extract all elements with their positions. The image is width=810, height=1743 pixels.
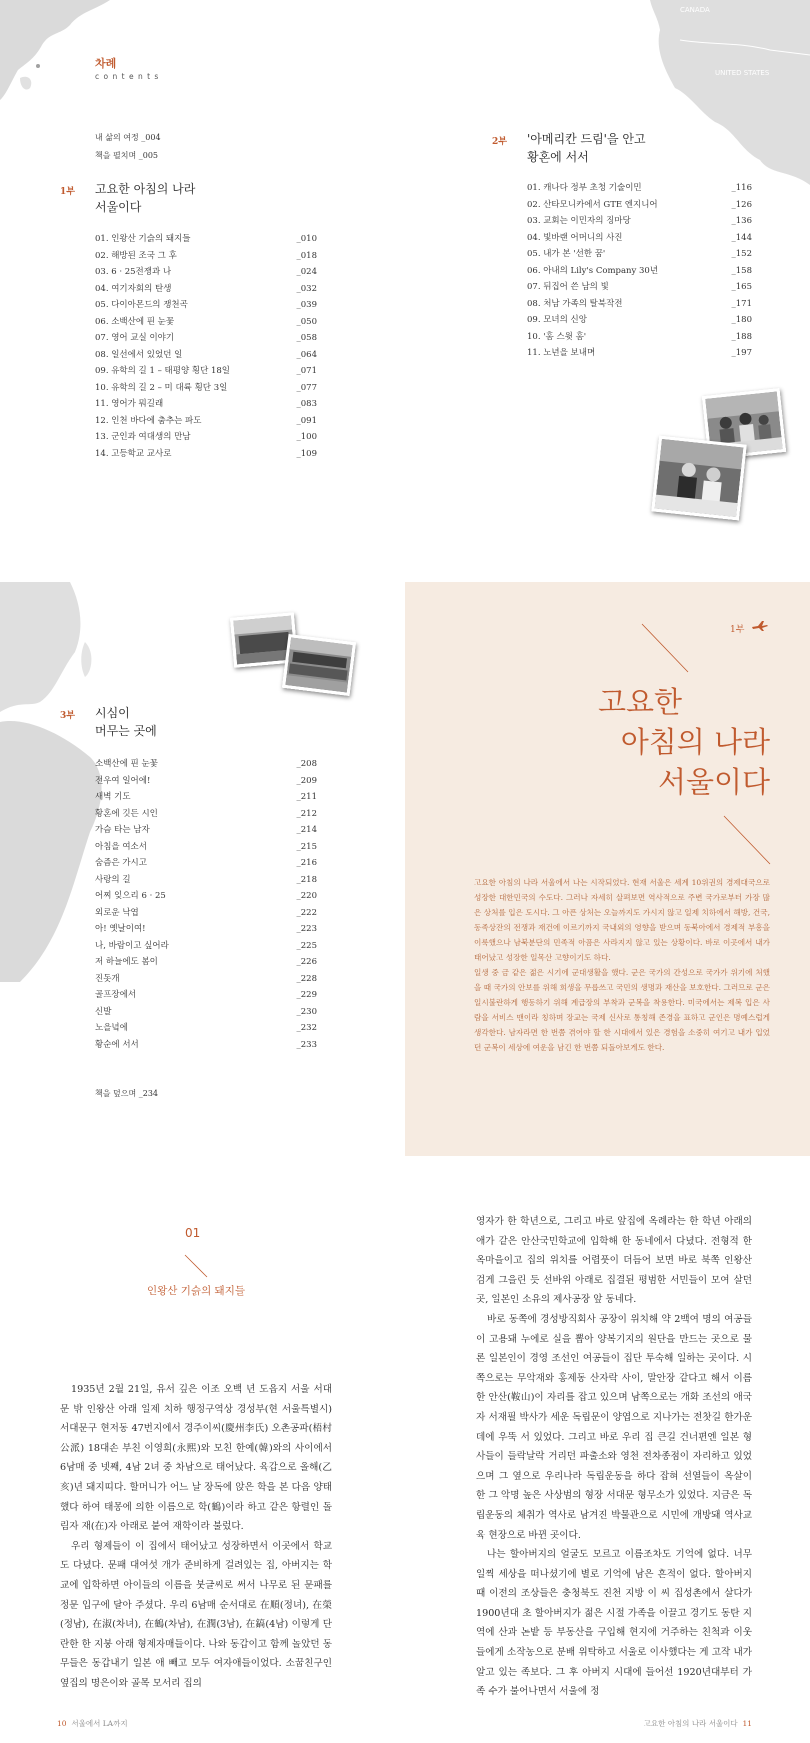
decor-line-bottom <box>722 814 772 866</box>
toc-item-page: _018 <box>296 250 317 261</box>
chapter-number: 01 <box>185 1226 201 1240</box>
toc-item-page: _226 <box>296 957 317 967</box>
toc-item[interactable] <box>95 872 317 889</box>
toc-item-page: _109 <box>296 448 317 459</box>
section-title-line1: 고요한 <box>598 685 683 719</box>
toc-item-page: _220 <box>296 891 317 901</box>
left-page-body <box>60 1380 332 1694</box>
front-item-label: 책을 펼치며 <box>95 151 137 160</box>
toc-item-page: _083 <box>296 399 317 409</box>
toc-item-page: _233 <box>296 1039 317 1050</box>
toc-item[interactable] <box>95 822 317 839</box>
toc-item-label: 11. 노년을 보내며 <box>527 348 596 358</box>
toc-item[interactable] <box>95 773 317 790</box>
page-number-left: 10 <box>57 1719 67 1728</box>
toc-item-page: _232 <box>296 1023 317 1033</box>
toc-item-page: _209 <box>296 775 317 786</box>
part2-title-line1: '아메리칸 드림'을 안고 <box>527 132 646 146</box>
toc-item-page: _165 <box>731 282 752 292</box>
toc-item-page: _197 <box>731 348 752 358</box>
toc-item-label: 나, 바람이고 싶어라 <box>95 940 169 951</box>
toc-item[interactable] <box>95 297 317 314</box>
part2-toc-list <box>527 180 752 362</box>
part3-toc-list <box>95 756 317 1053</box>
toc-item[interactable] <box>527 263 752 280</box>
toc-item-label: 05. 다이아몬드의 쟁천곡 <box>95 300 188 310</box>
toc-item-page: _180 <box>731 315 752 325</box>
toc-item[interactable] <box>95 855 317 872</box>
toc-item-label: 진돗개 <box>95 973 120 984</box>
toc-item[interactable] <box>95 314 317 331</box>
part3-title <box>95 704 157 740</box>
toc-item-label: 11. 영어가 뭐길래 <box>95 399 164 409</box>
body-paragraph: 우리 형제들이 이 집에서 태어났고 성장하면서 이곳에서 학교도 다녔다. 문패 대여섯 개가 준비하게 걸려있는 집, 아버지는 학교에 입학하면 아이들의 이름을 붓글씨로 써서 나무로 된 문패를 정문 입구에 달아 주셨다. 우리 6남매 순서대로 在順(정녀), 在榮(정남), 在淑(차녀), 在鶴(차남), 在潤(3남), 在鎬(4남) 이렇게 단란한 한 지붕 아래 형제자매들이다. 나와 동갑이고 함께 놀았던 동무들은 동갑내기 일본 애 빼고 모두 여자애들이었다. 소꿉친구인 옆집의 명은이와 골목 모서리 집의 <box>60 1540 332 1689</box>
part1-toc-list <box>95 231 317 462</box>
world-map-top-left <box>0 0 150 120</box>
front-item-page: _005 <box>138 151 159 160</box>
section-intro-panel <box>405 582 810 1156</box>
toc-item-page: _010 <box>296 234 317 244</box>
toc-item-page: _077 <box>296 382 317 393</box>
body-paragraph: 1935년 2월 21일, 유서 깊은 이조 오백 년 도읍지 서울 서대문 밖 인왕산 아래 일제 치하 행정구역상 경성부(현 서울특별시) 서대문구 현저동 47번지에서 경주이씨(慶州李氏) 오촌공파(梧村公派) 18대손 부친 이영희(永熙)와 모친 한예(韓)와의 사이에서 6남매 중 넷째, 4남 2녀 중 차남으로 태어났다. 육갑으로 올해(乙亥)년 돼지띠다. 할머니가 어느 날 장독에 앉은 학을 본 다음 양태했다 하여 태몽에 의한 이름으로 학(鶴)이라 하고 같은 항렬인 돌림자 재(在)자 아래로 붙여 재학이라 불렀다. <box>60 1384 332 1533</box>
toc-item[interactable] <box>527 180 752 197</box>
toc-item-label: 02. 산타모니카에서 GTE 엔지니어 <box>527 199 658 210</box>
toc-item-page: _032 <box>296 283 317 294</box>
part2-label: 2부 <box>492 137 507 147</box>
world-map-top-right <box>620 0 810 185</box>
toc-item-page: _039 <box>296 300 317 310</box>
footer-part-title: 고요한 아침의 나라 서울이다 <box>643 1719 738 1728</box>
section-intro-text <box>474 875 770 1055</box>
toc-item[interactable] <box>527 213 752 230</box>
right-page-body <box>476 1212 752 1702</box>
toc-item-page: _100 <box>296 432 317 442</box>
front-item[interactable] <box>95 132 161 143</box>
toc-item[interactable] <box>95 347 317 364</box>
toc-item[interactable] <box>527 345 752 362</box>
toc-item[interactable] <box>95 905 317 922</box>
body-paragraph: 바로 동쪽에 경성방직회사 공장이 위치해 약 2백여 명의 여공들이 고용돼 누에로 실을 뽑아 양복기지의 원단을 만드는 곳으로 물론 일본인이 경영 조선인 여공들이 집단 투숙해 일하는 곳이다. 시쪽으로는 무악재와 홍제동 산자락 사이, 말안장 같다고 해서 이름한 안산(鞍山)이 자리를 잡고 있으며 남쪽으로는 개화 조선의 애국자 서재필 박사가 세운 독립문이 양엽으로 지나가는 전찻길 한가운데에 우뚝 서 있었다. 그리고 바로 우리 집 큰길 건너편엔 일본 형사들이 들락날락 거리던 파출소와 영천 전차종점이 자리하고 있었으며 그 옆으로 우리나라 독립운동을 하다 잡혀 선열들이 옥살이 한 그 악명 높은 사상범의 형장 서대문 형무소가 있었다. 지금은 독립운동의 체취가 역사로 남겨진 박물관으로 시민에 개방돼 역사교육 현장으로 바뀐 곳이다. <box>476 1313 752 1541</box>
toc-item[interactable] <box>95 789 317 806</box>
chapter-title: 인왕산 기슭의 돼지들 <box>147 1285 245 1297</box>
toc-item-page: _216 <box>296 858 317 868</box>
toc-item-label: 08. 일선에서 있었던 일 <box>95 349 183 360</box>
toc-item-label: 12. 인천 바다에 춤추는 파도 <box>95 415 202 426</box>
toc-item-label: 황혼에 깃든 시인 <box>95 808 158 819</box>
toc-item[interactable] <box>527 246 752 263</box>
toc-item-label: 10. '홈 스윗 홈' <box>527 331 587 342</box>
toc-item-page: _211 <box>296 792 317 802</box>
part3-title-line2: 머무는 곳에 <box>95 724 157 738</box>
toc-item-label: 07. 영어 교실 이야기 <box>95 333 175 343</box>
toc-item-label: 06. 아내의 Lily's Company 30년 <box>527 265 659 276</box>
contents-title: 차례 <box>95 57 117 70</box>
toc-item[interactable] <box>95 446 317 463</box>
toc-item-page: _188 <box>731 331 752 342</box>
intro-paragraph: 일생 중 금 같은 젊은 시기에 군대생활을 했다. 군은 국가의 간성으로 국가가 위기에 처했을 때 국가의 안보를 위해 희생을 무릅쓰고 국민의 생명과 재산을 보호한다. 그러므로 군은 일시불란하게 행동하기 위해 계급장의 부착과 군복을 착용한다. 미국에서는 제복 입은 사람을 서비스 맨이라 칭하며 장교는 국제 신사로 통칭해 존경을 표하고 군인은 명예스럽게 생각한다. 남자라면 한 번쯤 겪어야 할 한 시대에서 있은 경험을 소중히 여기고 내가 입었던 군복이 세상에 여운을 남긴 한 번쯤 되돌아보게도 한다. <box>474 968 770 1052</box>
toc-item-label: 아침을 여소서 <box>95 841 147 852</box>
toc-item-label: 어찌 잊으리 6 · 25 <box>95 891 166 901</box>
toc-item-label: 08. 처남 가족의 탈북작전 <box>527 298 623 309</box>
photo-couple <box>651 436 746 521</box>
toc-item-page: _222 <box>296 907 317 918</box>
toc-item-page: _158 <box>731 265 752 276</box>
toc-item[interactable] <box>95 264 317 281</box>
toc-item[interactable] <box>95 1037 317 1054</box>
part1-title-line2: 서울이다 <box>95 200 142 214</box>
toc-item-page: _212 <box>296 808 317 819</box>
map-label-united-states: UNITED STATES <box>715 69 770 77</box>
toc-item-page: _024 <box>296 267 317 277</box>
body-paragraph: 영자가 한 학년으로, 그리고 바로 앞집에 옥례라는 한 학년 아래의 애가 같은 안산국민학교에 입학해 한 동네에서 다녔다. 전형적 한옥마을이고 집의 위치를 어렵풋이 더듬어 보면 바로 북쪽 인왕산 검게 그을린 듯 선바위 아래로 집결된 평범한 서민들이 모여 살던 곳, 일본인 소유의 제사공장 앞 동네다. <box>476 1216 752 1306</box>
section-title <box>560 682 770 802</box>
intro-paragraph: 고요한 아침의 나라 서울에서 나는 시작되었다. 현재 서울은 세계 10위권의 경제대국으로 성장한 대한민국의 수도다. 그러나 자세히 살펴보면 역사적으로 주변 국가로부터 가장 많은 상처를 입은 도시다. 그 아픈 상처는 오늘까지도 가시지 않고 일제 치하에서 해방, 건국, 동족상잔의 전쟁과 재건에 이르기까지 국내외의 영향을 받으며 동북아에서 경제적 부흥을 이룩했으나 남북분단의 민족적 아픔은 사라지지 않고 있는 상황이다. 바로 이곳에서 내가 태어났고 성장한 일목산 고향이기도 하다. <box>474 878 770 962</box>
toc-item[interactable] <box>95 413 317 430</box>
toc-item-label: 06. 소백산에 핀 눈꽃 <box>95 316 175 327</box>
toc-item-page: _144 <box>731 232 752 243</box>
toc-item-page: _050 <box>296 316 317 327</box>
toc-item[interactable] <box>95 396 317 413</box>
toc-item[interactable] <box>95 971 317 988</box>
toc-item-label: 07. 뒤집어 쓴 남의 빛 <box>527 282 609 292</box>
toc-item-label: 숨즘은 가시고 <box>95 858 147 868</box>
toc-item-page: _058 <box>296 333 317 343</box>
toc-item-page: _171 <box>731 298 752 309</box>
toc-item-page: _218 <box>296 874 317 885</box>
toc-item[interactable] <box>95 281 317 298</box>
toc-item-label: 13. 군인과 여대생의 만남 <box>95 432 191 442</box>
toc-item-label: 02. 해방된 조국 그 후 <box>95 250 177 261</box>
toc-item-page: _214 <box>296 825 317 835</box>
toc-item[interactable] <box>95 248 317 265</box>
footer-left <box>57 1718 128 1729</box>
toc-item[interactable] <box>95 888 317 905</box>
toc-item[interactable] <box>95 954 317 971</box>
toc-item-label: 04. 여기자회의 탄생 <box>95 283 172 294</box>
toc-item[interactable] <box>95 987 317 1004</box>
toc-item-label: 외로운 낙엽 <box>95 907 139 918</box>
toc-item-label: 새벽 기도 <box>95 792 131 802</box>
toc-item-page: _091 <box>296 415 317 426</box>
section-title-line3: 서울이다 <box>657 765 770 799</box>
footer-book-title: 서울에서 LA까지 <box>71 1719 128 1728</box>
toc-item-page: _208 <box>296 759 317 769</box>
toc-item-page: _136 <box>731 216 752 226</box>
body-paragraph: 나는 할아버지의 얼굴도 모르고 이름조차도 기억에 없다. 너무 일찍 세상을 떠나셨기에 별로 기억에 남은 흔적이 없다. 할아버지 때 이전의 조상들은 충청북도 진천 지방 이 씨 집성촌에서 살다가 1900년대 초 할아버지가 젊은 시절 가족을 이끌고 경기도 동탄 지역에 산과 논밭 등 부동산을 구입해 현지에 거주하는 친척과 이웃들에게 소작농으로 분배 위탁하고 서울로 이사했다는 게 고작 내가 알고 있는 족보다. 그 후 아버지 시대에 들어선 1920년대부터 가족 수가 불어나면서 서울에 정 <box>476 1549 752 1698</box>
toc-item[interactable] <box>95 806 317 823</box>
toc-item[interactable] <box>527 312 752 329</box>
toc-item-page: _064 <box>296 349 317 360</box>
map-label-canada: CANADA <box>680 6 710 14</box>
toc-item-page: _223 <box>296 924 317 934</box>
photo-soldiers-rows <box>282 634 356 696</box>
toc-item-label: 골프장에서 <box>95 990 137 1000</box>
toc-item-label: 전우여 일어에! <box>95 775 151 786</box>
toc-item[interactable] <box>95 231 317 248</box>
toc-item[interactable] <box>527 329 752 346</box>
front-item[interactable] <box>95 150 158 161</box>
part2-title <box>527 130 646 166</box>
toc-item[interactable] <box>95 756 317 773</box>
decor-line-top <box>640 622 690 674</box>
toc-item-label: 09. 유학의 길 1 – 태평양 횡단 18일 <box>95 366 231 376</box>
toc-item-label: 01. 인왕산 기슭의 돼지들 <box>95 234 191 244</box>
part3-closing-item[interactable]: 책을 덮으며 _234 <box>95 1089 158 1098</box>
toc-item-page: _215 <box>296 841 317 852</box>
toc-item[interactable] <box>95 429 317 446</box>
part1-title <box>95 180 195 216</box>
footer-right <box>620 1718 752 1729</box>
toc-item-page: _126 <box>731 199 752 210</box>
toc-item-label: 03. 6 · 25전쟁과 나 <box>95 267 172 277</box>
toc-item-page: _229 <box>296 990 317 1000</box>
toc-item-page: _116 <box>731 183 752 193</box>
toc-item-page: _230 <box>296 1006 317 1017</box>
toc-item-label: 14. 고등학교 교사로 <box>95 448 172 459</box>
toc-item[interactable] <box>95 1020 317 1037</box>
toc-item[interactable] <box>95 938 317 955</box>
section-label: 1부 <box>730 625 745 635</box>
toc-item-label: 09. 모녀의 신앙 <box>527 315 587 325</box>
toc-item-label: 사랑의 길 <box>95 874 131 885</box>
toc-item-label: 노을녘에 <box>95 1023 128 1033</box>
contents-title-en: c o n t e n t s <box>95 72 160 81</box>
toc-item-label: 01. 캐나다 정부 초청 기술이민 <box>527 183 642 193</box>
toc-item-label: 황순에 서서 <box>95 1039 139 1050</box>
part2-title-line2: 황혼에 서서 <box>527 150 589 164</box>
toc-item[interactable] <box>527 230 752 247</box>
airplane-icon <box>751 620 769 632</box>
toc-item-label: 05. 내가 본 '선한 꿈' <box>527 249 606 259</box>
toc-item-page: _225 <box>296 940 317 951</box>
section-title-line2: 아침의 나라 <box>620 725 770 759</box>
toc-item[interactable] <box>527 296 752 313</box>
part3-label: 3부 <box>60 711 75 721</box>
toc-item[interactable] <box>95 330 317 347</box>
toc-item[interactable] <box>95 363 317 380</box>
toc-item[interactable] <box>527 197 752 214</box>
toc-item-label: 저 하늘에도 봄이 <box>95 957 158 967</box>
chapter-decor-line <box>184 1254 208 1278</box>
front-item-page: _004 <box>141 133 161 142</box>
toc-item-label: 04. 빛바랜 어머니의 사진 <box>527 232 623 243</box>
toc-item-label: 소백산에 핀 눈꽃 <box>95 759 158 769</box>
toc-item-page: _228 <box>296 973 317 984</box>
toc-item[interactable] <box>95 921 317 938</box>
toc-item-page: _071 <box>296 366 317 376</box>
toc-item[interactable] <box>95 1004 317 1021</box>
toc-item[interactable] <box>95 839 317 856</box>
toc-item[interactable] <box>527 279 752 296</box>
toc-item-page: _152 <box>731 249 752 259</box>
part3-title-line1: 시심이 <box>95 706 130 720</box>
toc-item-label: 가슴 타는 남자 <box>95 825 150 835</box>
part1-label: 1부 <box>60 187 75 197</box>
toc-item-label: 신발 <box>95 1006 112 1017</box>
page-number-right: 11 <box>742 1719 752 1728</box>
toc-item[interactable] <box>95 380 317 397</box>
front-item-label: 내 삶의 여정 <box>95 133 139 142</box>
toc-item-label: 10. 유학의 길 2 – 미 대륙 횡단 3일 <box>95 382 228 393</box>
toc-item-label: 아! 옛날이여! <box>95 924 146 934</box>
toc-item-label: 03. 교회는 이민자의 징마당 <box>527 216 631 226</box>
part1-title-line1: 고요한 아침의 나라 <box>95 182 196 196</box>
